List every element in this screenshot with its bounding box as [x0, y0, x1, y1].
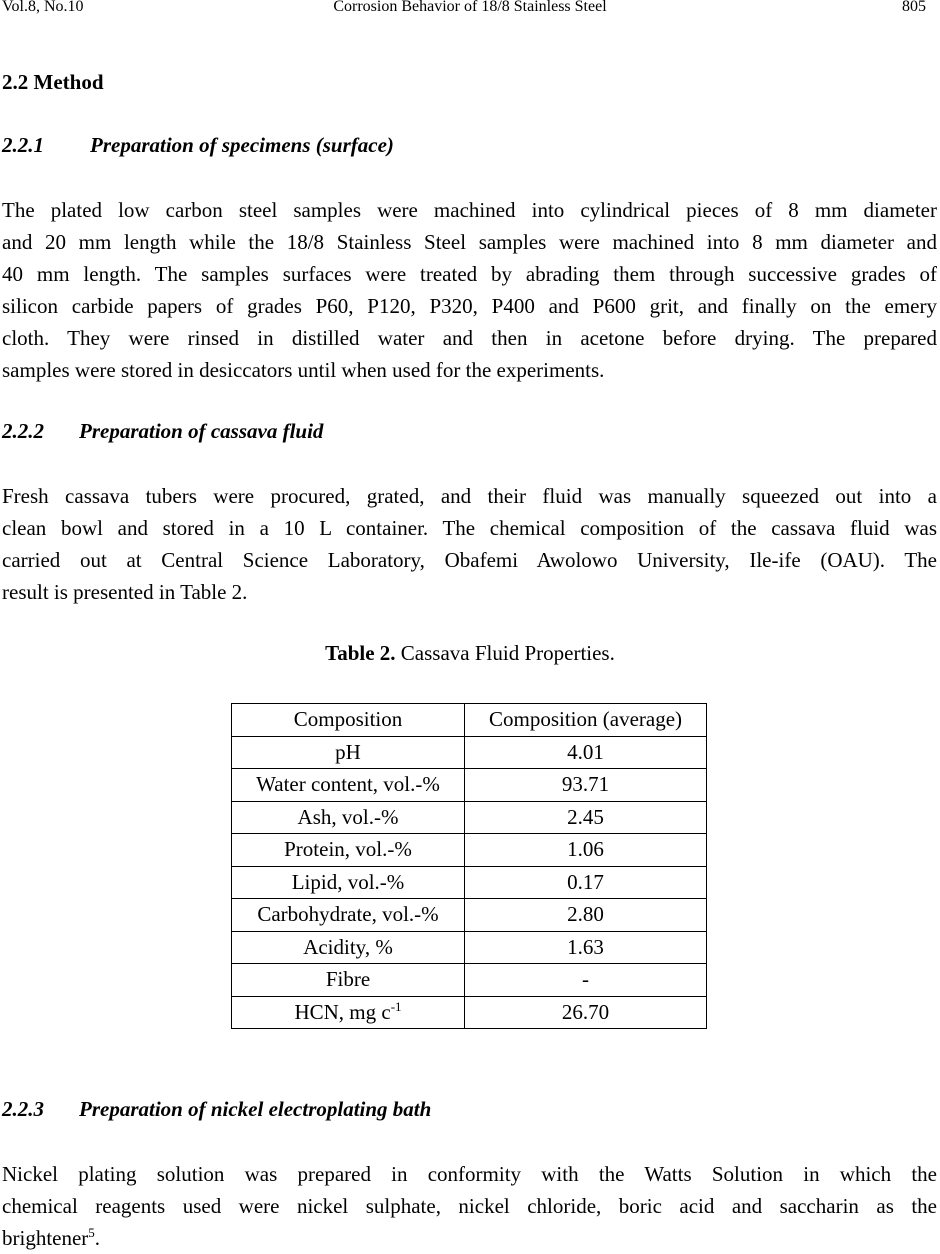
- table-row: [232, 964, 707, 997]
- text-line: cloth. They were rinsed in distilled water and then in acetone before drying. The prepared: [2, 326, 937, 350]
- running-header: [0, 0, 940, 20]
- paragraph-cassava: [2, 480, 937, 608]
- text-line: chemical reagents used were nickel sulphate, nickel chloride, boric acid and saccharin as the: [2, 1194, 937, 1218]
- table-row: [232, 834, 707, 867]
- table-row: [232, 899, 707, 932]
- table-row: [232, 736, 707, 769]
- table-caption-label: Table 2.: [325, 641, 396, 665]
- table-cell: 1.06: [465, 834, 707, 867]
- text-line: silicon carbide papers of grades P60, P120, P320, P400 and P600 grit, and finally on the emery: [2, 294, 937, 318]
- subsection-title: Preparation of specimens (surface): [90, 133, 394, 157]
- hcn-label: HCN, mg c: [294, 999, 391, 1024]
- table-cell: Carbohydrate, vol.-%: [232, 899, 465, 932]
- table-cell: 0.17: [465, 866, 707, 899]
- text-line: The plated low carbon steel samples were machined into cylindrical pieces of 8 mm diameter: [2, 198, 937, 222]
- table-header-cell: Composition: [232, 704, 465, 737]
- table-row: [232, 801, 707, 834]
- table-cell: 4.01: [465, 736, 707, 769]
- table-cell: 1.63: [465, 931, 707, 964]
- table-row: [232, 769, 707, 802]
- text-line: 40 mm length. The samples surfaces were treated by abrading them through successive grades of: [2, 262, 937, 286]
- running-title: Corrosion Behavior of 18/8 Stainless Steel: [333, 0, 607, 15]
- page-number: 805: [902, 0, 926, 15]
- text-line: clean bowl and stored in a 10 L container. The chemical composition of the cassava fluid was: [2, 516, 937, 540]
- table-cell: Water content, vol.-%: [232, 769, 465, 802]
- table-caption: [0, 641, 940, 666]
- text-line: Nickel plating solution was prepared in conformity with the Watts Solution in which the: [2, 1162, 937, 1186]
- table-row: [232, 866, 707, 899]
- paragraph-nickel-bath: [2, 1158, 937, 1254]
- subsection-heading-specimens: [2, 133, 394, 158]
- table-cell: 26.70: [465, 996, 707, 1029]
- table-row: [232, 996, 707, 1029]
- subsection-heading-cassava: [2, 419, 323, 444]
- table-header-cell: Composition (average): [465, 704, 707, 737]
- table-cell: -: [465, 964, 707, 997]
- table-cell: 2.45: [465, 801, 707, 834]
- cassava-properties-table: [231, 703, 707, 1029]
- table-cell: Acidity, %: [232, 931, 465, 964]
- journal-volume: Vol.8, No.10: [2, 0, 84, 15]
- subsection-title: Preparation of nickel electroplating bath: [79, 1097, 432, 1121]
- text-line: carried out at Central Science Laboratory, Obafemi Awolowo University, Ile-ife (OAU). The: [2, 548, 937, 572]
- sentence-end: .: [94, 1226, 101, 1250]
- brightener-text: brightener: [2, 1226, 89, 1250]
- table-header-row: [232, 704, 707, 737]
- table-cell: Lipid, vol.-%: [232, 866, 465, 899]
- text-line-last: [2, 1222, 937, 1254]
- subsection-number: 2.2.2: [2, 419, 44, 443]
- paragraph-specimens: [2, 194, 937, 386]
- text-line: Fresh cassava tubers were procured, grated, and their fluid was manually squeezed out into a: [2, 484, 937, 508]
- table-caption-text: Cassava Fluid Properties.: [395, 641, 615, 665]
- text-line: and 20 mm length while the 18/8 Stainless Steel samples were machined into 8 mm diameter and: [2, 230, 937, 254]
- subsection-number: 2.2.3: [2, 1097, 44, 1121]
- text-line: result is presented in Table 2.: [2, 580, 248, 604]
- text-line: samples were stored in desiccators until when used for the experiments.: [2, 358, 605, 382]
- reference-superscript: 5: [88, 1225, 95, 1240]
- table-cell: [232, 996, 465, 1029]
- table-cell: Ash, vol.-%: [232, 801, 465, 834]
- table-cell: pH: [232, 736, 465, 769]
- table-row: [232, 931, 707, 964]
- table-cell: Protein, vol.-%: [232, 834, 465, 867]
- section-heading-method: 2.2 Method: [2, 70, 104, 94]
- table-cell: Fibre: [232, 964, 465, 997]
- subsection-heading-nickel-bath: [2, 1097, 431, 1122]
- subsection-number: 2.2.1: [2, 133, 44, 157]
- table-cell: 2.80: [465, 899, 707, 932]
- table-cell: 93.71: [465, 769, 707, 802]
- subsection-title: Preparation of cassava fluid: [79, 419, 324, 443]
- hcn-unit-exponent: -1: [390, 998, 402, 1014]
